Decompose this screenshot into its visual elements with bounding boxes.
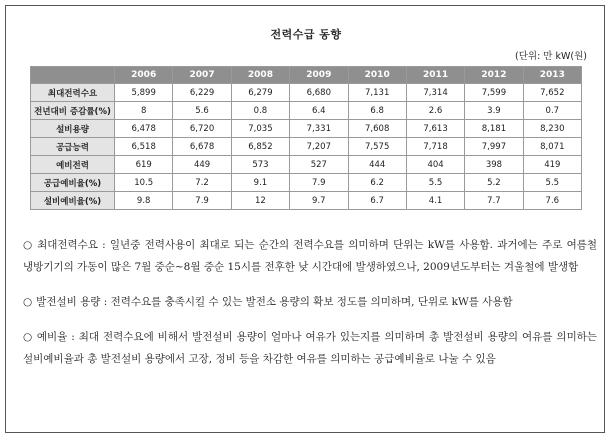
table-cell: 6,229 [173, 84, 231, 102]
power-supply-table [30, 66, 582, 210]
year-header: 2011 [406, 67, 464, 84]
table-cell: 3.9 [465, 102, 523, 120]
year-header: 2012 [465, 67, 523, 84]
table-cell: 0.7 [523, 102, 581, 120]
table-cell: 444 [348, 156, 406, 174]
note-reserve-rate [23, 326, 597, 370]
note-text: 발전설비 용량 : 전력수요를 충족시킬 수 있는 발전소 용량의 확보 정도를 의미하며, 단위로 kW를 사용함 [36, 296, 513, 308]
table-cell: 7,608 [348, 120, 406, 138]
table-cell: 8 [115, 102, 173, 120]
table-header-row [31, 67, 582, 84]
circle-bullet-icon: ○ [23, 296, 33, 308]
year-header: 2013 [523, 67, 581, 84]
document-frame [5, 5, 605, 433]
table-cell: 7,314 [406, 84, 464, 102]
table-cell: 0.8 [231, 102, 289, 120]
table-cell: 5.5 [406, 174, 464, 192]
year-header: 2010 [348, 67, 406, 84]
table-cell: 398 [465, 156, 523, 174]
table-cell: 10.5 [115, 174, 173, 192]
table-cell: 527 [290, 156, 348, 174]
row-label: 설비용량 [31, 120, 115, 138]
row-label: 전년대비 증감률(%) [31, 102, 115, 120]
table-cell: 8,230 [523, 120, 581, 138]
table-cell: 9.7 [290, 192, 348, 210]
document-title: 전력수급 동향 [270, 28, 342, 41]
table-cell: 6.8 [348, 102, 406, 120]
table-cell: 7.6 [523, 192, 581, 210]
table-cell: 573 [231, 156, 289, 174]
row-label: 최대전력수요 [31, 84, 115, 102]
table-cell: 404 [406, 156, 464, 174]
table-cell: 6,518 [115, 138, 173, 156]
table-row [31, 84, 582, 102]
table-body [31, 84, 582, 210]
note-capacity [23, 291, 597, 313]
table-cell: 7,997 [465, 138, 523, 156]
table-cell: 6,279 [231, 84, 289, 102]
table-cell: 7,599 [465, 84, 523, 102]
table-cell: 6,852 [231, 138, 289, 156]
table-cell: 7,575 [348, 138, 406, 156]
table-cell: 2.6 [406, 102, 464, 120]
note-peak-demand [23, 234, 597, 278]
table-cell: 619 [115, 156, 173, 174]
table-cell: 7,035 [231, 120, 289, 138]
table-cell: 7.9 [173, 192, 231, 210]
table-cell: 449 [173, 156, 231, 174]
table-cell: 7,207 [290, 138, 348, 156]
table-cell: 7,331 [290, 120, 348, 138]
table-cell: 7,652 [523, 84, 581, 102]
row-label: 설비예비율(%) [31, 192, 115, 210]
header-blank-cell [31, 67, 115, 84]
year-header: 2008 [231, 67, 289, 84]
table-cell: 7.9 [290, 174, 348, 192]
table-cell: 5,899 [115, 84, 173, 102]
table-cell: 6,680 [290, 84, 348, 102]
table-cell: 7.7 [465, 192, 523, 210]
row-label: 공급능력 [31, 138, 115, 156]
table-cell: 419 [523, 156, 581, 174]
table-cell: 12 [231, 192, 289, 210]
table-row [31, 174, 582, 192]
row-label: 공급예비율(%) [31, 174, 115, 192]
note-text: 예비율 : 최대 전력수요에 비해서 발전설비 용량이 얼마나 여유가 있는지를 의미하며 총 발전설비 용량의 여유를 의미하는 설비예비율과 총 발전설비 용량에서 고장, 정비 등을 차감한 여유를 의미하는 공급예비율로 나눌 수 있음 [23, 331, 597, 365]
row-label: 예비전력 [31, 156, 115, 174]
year-header: 2009 [290, 67, 348, 84]
table-cell: 8,181 [465, 120, 523, 138]
table-cell: 6,720 [173, 120, 231, 138]
year-header: 2007 [173, 67, 231, 84]
table-cell: 7,718 [406, 138, 464, 156]
unit-label: (단위: 만 kW(원) [515, 51, 587, 62]
table-cell: 6.7 [348, 192, 406, 210]
notes-section [23, 234, 597, 383]
year-header: 2006 [115, 67, 173, 84]
table-cell: 6,678 [173, 138, 231, 156]
circle-bullet-icon: ○ [23, 239, 34, 251]
circle-bullet-icon: ○ [23, 331, 33, 343]
table-cell: 5.6 [173, 102, 231, 120]
table-row [31, 156, 582, 174]
table-cell: 5.2 [465, 174, 523, 192]
table-cell: 5.5 [523, 174, 581, 192]
table-cell: 9.8 [115, 192, 173, 210]
table-row [31, 138, 582, 156]
table-cell: 4.1 [406, 192, 464, 210]
table-cell: 7.2 [173, 174, 231, 192]
table-row [31, 102, 582, 120]
table-cell: 7,613 [406, 120, 464, 138]
table-cell: 6.4 [290, 102, 348, 120]
table-cell: 6,478 [115, 120, 173, 138]
table-row [31, 120, 582, 138]
table-cell: 8,071 [523, 138, 581, 156]
table-cell: 6.2 [348, 174, 406, 192]
note-text: 최대전력수요 : 일년중 전력사용이 최대로 되는 순간의 전력수요를 의미하며 단위는 kW를 사용함. 과거에는 주로 여름철 냉방기기의 가동이 많은 7월 중순~8월 중순 15시를 전후한 낮 시간대에 발생하였으나, 2009년도부터는 겨울철에 발생함 [23, 239, 597, 273]
table-cell: 7,131 [348, 84, 406, 102]
table-row [31, 192, 582, 210]
table-cell: 9.1 [231, 174, 289, 192]
